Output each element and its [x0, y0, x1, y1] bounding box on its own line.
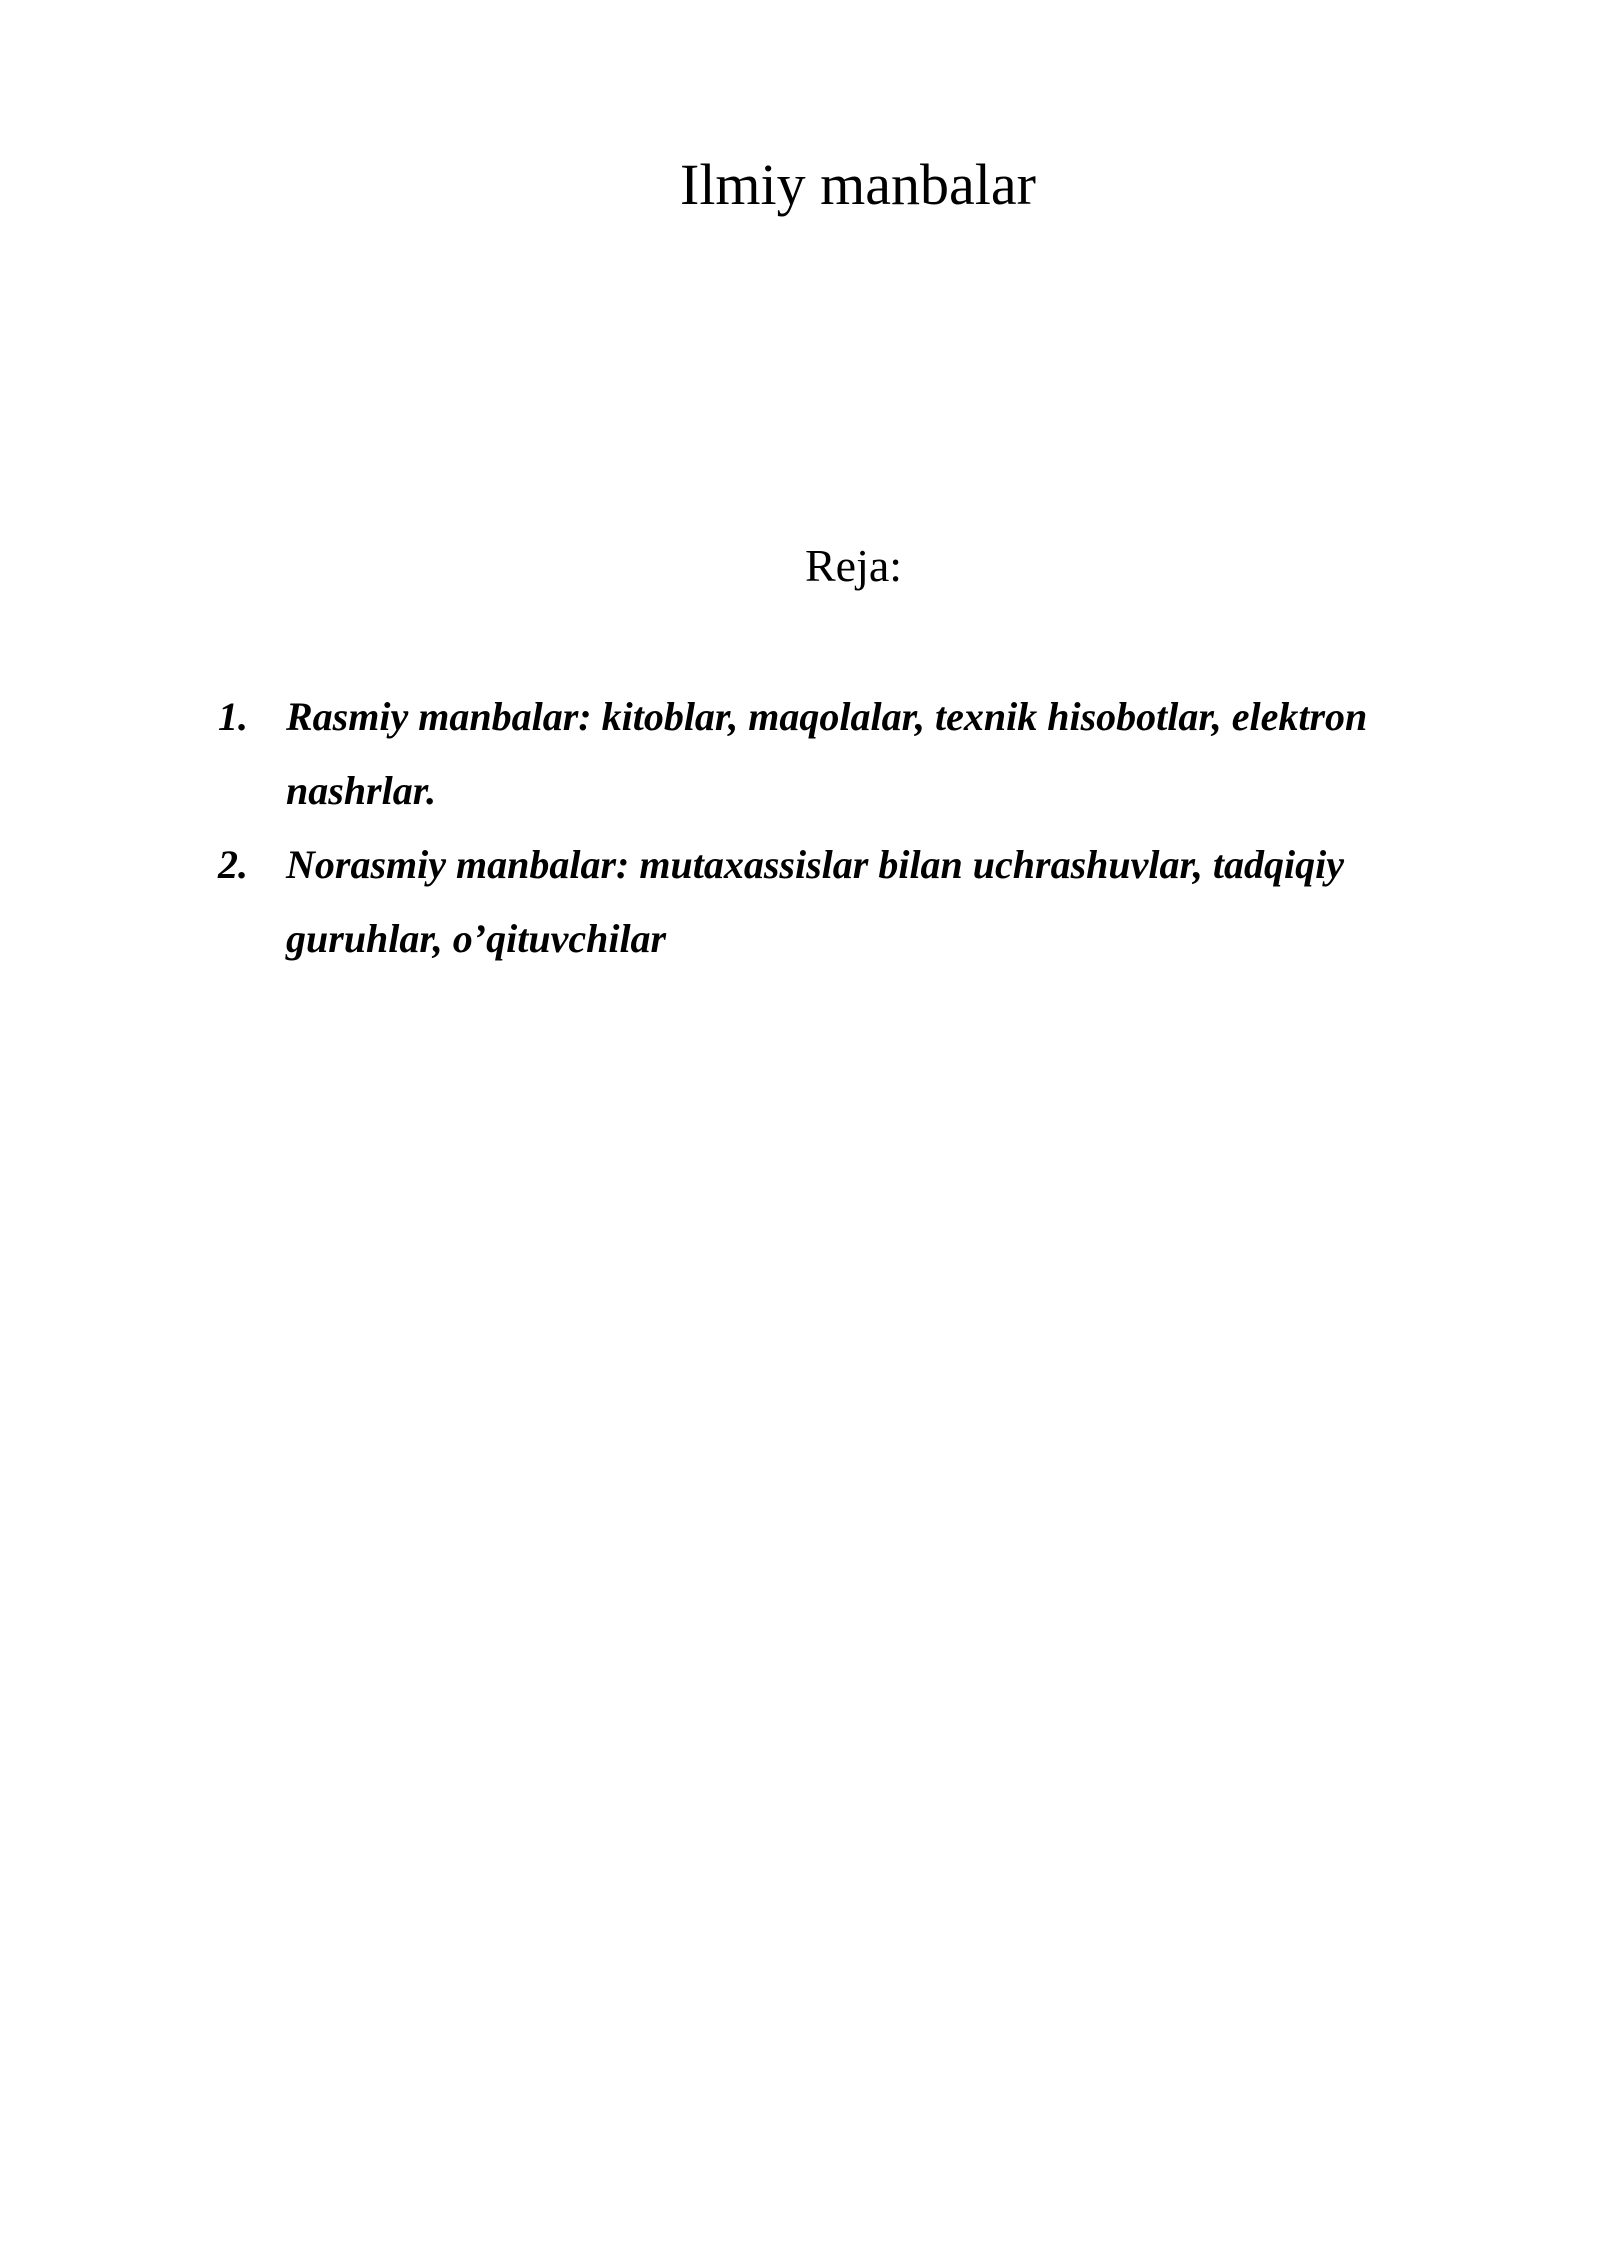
page-title: Ilmiy manbalar: [680, 152, 1036, 217]
list-item: [218, 680, 1478, 828]
plan-list: [218, 680, 1478, 976]
list-item-number: 1.: [218, 694, 248, 739]
plan-heading: Reja:: [805, 540, 903, 591]
list-item-text: Norasmiy manbalar: mutaxassislar bilan uchrashuvlar, tadqiqiy guruhlar, o’qituvchilar: [286, 842, 1344, 961]
list-item-text: Rasmiy manbalar: kitoblar, maqolalar, texnik hisobotlar, elektron nashrlar.: [286, 694, 1368, 813]
list-item-number: 2.: [218, 842, 248, 887]
list-item: [218, 828, 1478, 976]
title-container: [0, 150, 1600, 220]
